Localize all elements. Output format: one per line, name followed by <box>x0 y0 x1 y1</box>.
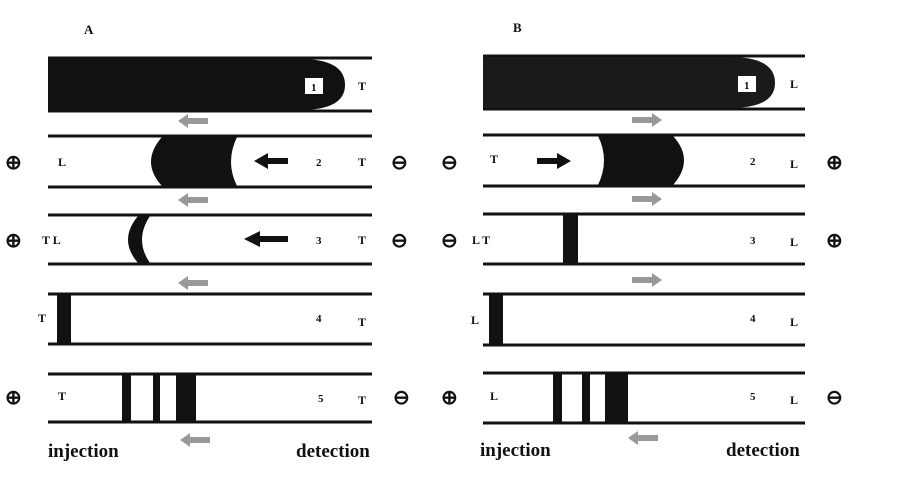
sample-zone <box>48 59 345 110</box>
tube-a1 <box>48 58 372 111</box>
plus-pole-icon: ⊕ <box>5 152 22 174</box>
tube-right-label: L <box>790 157 799 171</box>
step-number: 4 <box>750 313 756 325</box>
gray-arrow-left-icon <box>628 431 658 445</box>
step-number: 1 <box>744 80 750 92</box>
injection-label: injection <box>480 440 551 461</box>
plus-pole-icon: ⊕ <box>441 387 458 409</box>
minus-pole-icon: ⊖ <box>441 230 458 252</box>
tube-left-label: L <box>471 313 480 327</box>
tube-left-label: L <box>58 155 67 169</box>
gray-arrow-left-icon <box>178 276 208 290</box>
sample-boundary <box>128 216 150 263</box>
tube-right-label: L <box>790 77 799 91</box>
tube-left-label: L T <box>472 233 491 247</box>
tube-a4 <box>38 294 372 344</box>
sample-band <box>122 375 131 421</box>
black-arrow-left-icon <box>254 153 288 169</box>
tube-b1 <box>483 56 805 109</box>
black-arrow-right-icon <box>537 153 571 169</box>
sample-band <box>57 295 71 343</box>
sample-band <box>605 374 628 422</box>
tube-right-label: L <box>790 315 799 329</box>
gray-arrow-right-icon <box>632 192 662 206</box>
plus-pole-icon: ⊕ <box>826 230 843 252</box>
tube-left-label: T <box>38 311 47 325</box>
minus-pole-icon: ⊖ <box>391 230 408 252</box>
plus-pole-icon: ⊕ <box>5 387 22 409</box>
tube-a5 <box>5 374 410 422</box>
sample-band <box>176 375 196 421</box>
panel-a-label: A <box>84 22 94 37</box>
black-arrow-left-icon <box>244 231 288 247</box>
tube-b3 <box>441 214 843 264</box>
minus-pole-icon: ⊖ <box>441 152 458 174</box>
tube-right-label: L <box>790 235 799 249</box>
detection-label: detection <box>726 440 800 461</box>
plus-pole-icon: ⊕ <box>826 152 843 174</box>
step-number: 3 <box>316 235 322 247</box>
gray-arrow-left-icon <box>178 114 208 128</box>
step-number: 4 <box>316 313 322 325</box>
gray-arrow-right-icon <box>632 273 662 287</box>
tube-left-label: T <box>58 389 67 403</box>
sample-band <box>553 374 562 422</box>
step-number: 3 <box>750 235 756 247</box>
sample-zone <box>483 57 775 108</box>
sample-zone <box>151 137 237 186</box>
injection-label: injection <box>48 441 119 462</box>
tube-b2 <box>441 135 843 186</box>
tube-right-label: L <box>790 393 799 407</box>
panel-b-label: B <box>513 20 522 35</box>
step-number: 2 <box>750 156 756 168</box>
sample-band <box>563 215 578 263</box>
step-number: 2 <box>316 157 322 169</box>
tube-b4 <box>471 294 805 345</box>
gray-arrow-right-icon <box>632 113 662 127</box>
plus-pole-icon: ⊕ <box>5 230 22 252</box>
minus-pole-icon: ⊖ <box>826 387 843 409</box>
gray-arrow-left-icon <box>178 193 208 207</box>
gray-arrow-left-icon <box>180 433 210 447</box>
tube-right-label: T <box>358 233 367 247</box>
step-number: 1 <box>311 82 317 94</box>
step-number: 5 <box>318 393 324 405</box>
detection-label: detection <box>296 441 370 462</box>
sample-zone <box>598 136 684 185</box>
tube-right-label: T <box>358 315 367 329</box>
minus-pole-icon: ⊖ <box>393 387 410 409</box>
tube-right-label: T <box>358 393 367 407</box>
sample-band <box>489 295 503 344</box>
tube-a2 <box>5 136 408 187</box>
sample-band <box>153 375 160 421</box>
sample-band <box>582 374 590 422</box>
tube-right-label: T <box>358 79 367 93</box>
tube-a3 <box>5 215 408 264</box>
tube-right-label: T <box>358 155 367 169</box>
minus-pole-icon: ⊖ <box>391 152 408 174</box>
tube-b5 <box>441 373 843 423</box>
tube-left-label: L <box>490 389 499 403</box>
tube-left-label: T L <box>42 233 61 247</box>
step-number: 5 <box>750 391 756 403</box>
tube-left-label: T <box>490 152 499 166</box>
